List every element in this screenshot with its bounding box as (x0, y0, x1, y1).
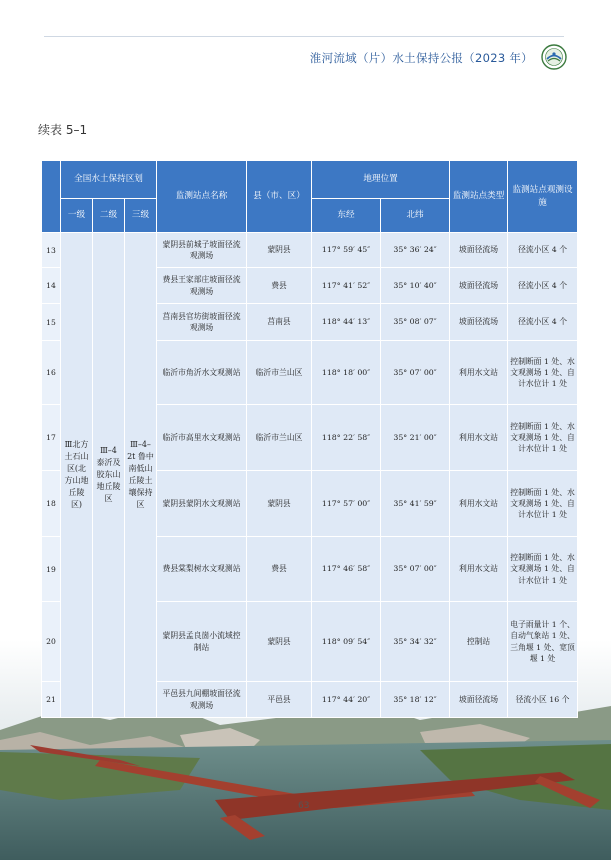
station-type: 利用水文站 (450, 405, 508, 471)
station-name: 费县棠梨树水文观测站 (157, 537, 247, 602)
report-header-title: 淮河流域（片）水土保持公报（2023 年） (309, 51, 533, 65)
station-county: 蒙阴县 (247, 602, 312, 682)
station-facility: 径流小区 4 个 (508, 304, 578, 341)
station-type: 控制站 (450, 602, 508, 682)
station-facility: 控制断面 1 处、水文观测场 1 处、自计水位计 1 处 (508, 405, 578, 471)
bureau-logo-icon (541, 44, 567, 70)
station-type: 坡面径流场 (450, 268, 508, 304)
header-latitude: 北纬 (381, 199, 450, 233)
station-county: 费县 (247, 268, 312, 304)
header-zone-group: 全国水土保持区划 (61, 161, 157, 199)
station-type: 坡面径流场 (450, 233, 508, 268)
station-county: 蒙阴县 (247, 233, 312, 268)
station-longitude: 117° 57′ 00″ (312, 471, 381, 537)
station-latitude: 35° 18′ 12″ (381, 682, 450, 718)
station-county: 费县 (247, 537, 312, 602)
station-type: 利用水文站 (450, 471, 508, 537)
zone-level1: Ⅲ北方土石山区(北方山地丘陵区) (61, 233, 93, 718)
station-latitude: 35° 41′ 59″ (381, 471, 450, 537)
header-no (42, 161, 61, 233)
station-latitude: 35° 10′ 40″ (381, 268, 450, 304)
row-number: 14 (42, 268, 61, 304)
row-number: 17 (42, 405, 61, 471)
station-latitude: 35° 08′ 07″ (381, 304, 450, 341)
station-latitude: 35° 34′ 32″ (381, 602, 450, 682)
station-name: 蒙阴县前城子坡面径流观测场 (157, 233, 247, 268)
station-name: 蒙阴县孟良崮小流域控制站 (157, 602, 247, 682)
station-facility: 径流小区 16 个 (508, 682, 578, 718)
header-facility: 监测站点观测设施 (508, 161, 578, 233)
station-longitude: 117° 44′ 20″ (312, 682, 381, 718)
station-name: 蒙阴县蒙阴水文观测站 (157, 471, 247, 537)
station-longitude: 118° 18′ 00″ (312, 341, 381, 405)
station-type: 利用水文站 (450, 341, 508, 405)
page-number: 63 (298, 801, 310, 811)
zone-level2: Ⅲ–4 泰沂及胶东山地丘陵区 (93, 233, 125, 718)
header-longitude: 东经 (312, 199, 381, 233)
header-location: 地理位置 (312, 161, 450, 199)
station-longitude: 117° 59′ 45″ (312, 233, 381, 268)
row-number: 18 (42, 471, 61, 537)
station-type: 利用水文站 (450, 537, 508, 602)
station-county: 蒙阴县 (247, 471, 312, 537)
header-station-type: 监测站点类型 (450, 161, 508, 233)
station-facility: 控制断面 1 处、水文观测场 1 处、自计水位计 1 处 (508, 341, 578, 405)
station-latitude: 35° 36′ 24″ (381, 233, 450, 268)
monitoring-stations-table (41, 160, 578, 718)
station-longitude: 117° 46′ 58″ (312, 537, 381, 602)
station-county: 莒南县 (247, 304, 312, 341)
station-type: 坡面径流场 (450, 682, 508, 718)
row-number: 19 (42, 537, 61, 602)
station-type: 坡面径流场 (450, 304, 508, 341)
station-facility: 径流小区 4 个 (508, 233, 578, 268)
row-number: 13 (42, 233, 61, 268)
row-number: 20 (42, 602, 61, 682)
station-longitude: 118° 44′ 13″ (312, 304, 381, 341)
station-latitude: 35° 21′ 00″ (381, 405, 450, 471)
header-county: 县（市、区） (247, 161, 312, 233)
header-level3: 三级 (125, 199, 157, 233)
station-name: 平邑县九间棚坡面径流观测场 (157, 682, 247, 718)
station-longitude: 118° 09′ 54″ (312, 602, 381, 682)
table-caption: 续表 5–1 (38, 123, 88, 137)
header-level1: 一级 (61, 199, 93, 233)
header-station-name: 监测站点名称 (157, 161, 247, 233)
station-latitude: 35° 07′ 00″ (381, 537, 450, 602)
zone-level3: Ⅲ–4–2t 鲁中南低山丘陵土壤保持区 (125, 233, 157, 718)
station-latitude: 35° 07′ 00″ (381, 341, 450, 405)
header-level2: 二级 (93, 199, 125, 233)
station-name: 临沂市高里水文观测站 (157, 405, 247, 471)
station-name: 临沂市角沂水文观测站 (157, 341, 247, 405)
station-county: 临沂市兰山区 (247, 405, 312, 471)
station-name: 莒南县官坊街坡面径流观测场 (157, 304, 247, 341)
station-name: 费县王家部庄坡面径流观测场 (157, 268, 247, 304)
station-longitude: 118° 22′ 58″ (312, 405, 381, 471)
station-facility: 径流小区 4 个 (508, 268, 578, 304)
row-number: 21 (42, 682, 61, 718)
station-longitude: 117° 41′ 52″ (312, 268, 381, 304)
station-facility: 控制断面 1 处、水文观测场 1 处、自计水位计 1 处 (508, 471, 578, 537)
station-county: 平邑县 (247, 682, 312, 718)
row-number: 16 (42, 341, 61, 405)
header-rule (44, 36, 564, 37)
row-number: 15 (42, 304, 61, 341)
table-row (42, 233, 578, 268)
station-county: 临沂市兰山区 (247, 341, 312, 405)
station-facility: 电子雨量计 1 个、自动气象站 1 处、三角堰 1 处、宽顶堰 1 处 (508, 602, 578, 682)
station-facility: 控制断面 1 处、水文观测场 1 处、自计水位计 1 处 (508, 537, 578, 602)
